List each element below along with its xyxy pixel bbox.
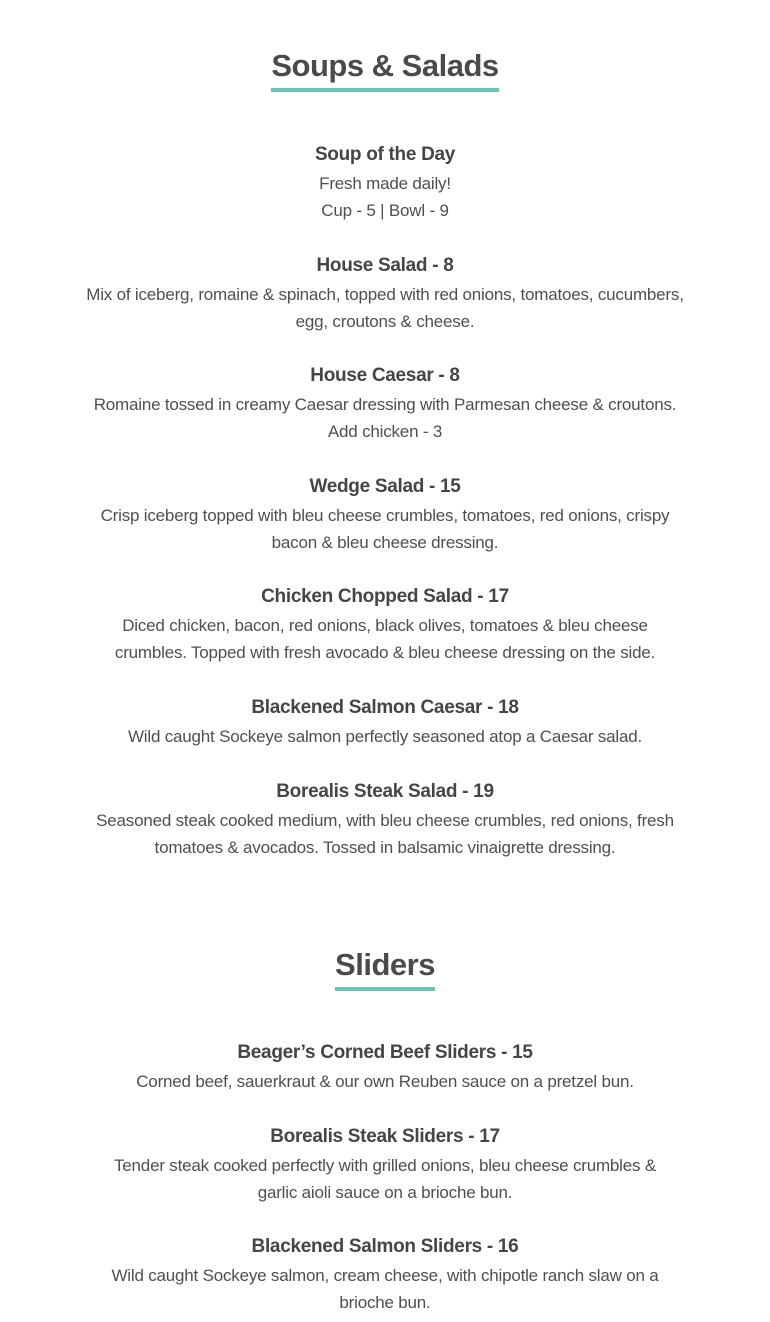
- item-description: Corned beef, sauerkraut & our own Reuben sauce on a pretzel bun.: [136, 1072, 634, 1091]
- sliders-section: [0, 947, 770, 991]
- menu-item-wedge-salad: [80, 475, 690, 556]
- menu-item-soup-of-the-day: [80, 143, 690, 224]
- item-name: House Caesar - 8: [310, 365, 460, 386]
- soups-salads-heading: Soups & Salads: [271, 48, 498, 92]
- item-description: Wild caught Sockeye salmon, cream cheese, with chipotle ranch slaw on a brioche bun.: [111, 1266, 659, 1312]
- menu-item-corned-beef-sliders: [80, 1041, 690, 1095]
- item-name: Wedge Salad - 15: [309, 476, 461, 497]
- item-description: Romaine tossed in creamy Caesar dressing with Parmesan cheese & croutons.: [93, 395, 677, 414]
- item-extra: Cup - 5 | Bowl - 9: [321, 201, 449, 220]
- item-description: Diced chicken, bacon, red onions, black olives, tomatoes & bleu cheese crumbles. Topped with fresh avocado & bleu cheese dressing on the side.: [114, 616, 656, 662]
- item-extra: Add chicken - 3: [327, 422, 443, 441]
- item-description: Tender steak cooked perfectly with grilled onions, bleu cheese crumbles & garlic aioli sauce on a brioche bun.: [114, 1156, 656, 1202]
- sliders-heading: Sliders: [335, 947, 435, 991]
- item-name: Beager’s Corned Beef Sliders - 15: [237, 1042, 533, 1063]
- item-name: Blackened Salmon Caesar - 18: [251, 697, 519, 718]
- item-name: Chicken Chopped Salad - 17: [261, 586, 509, 607]
- item-name: House Salad - 8: [316, 255, 454, 276]
- item-name: Blackened Salmon Sliders - 16: [251, 1236, 519, 1257]
- item-name: Borealis Steak Sliders - 17: [270, 1126, 500, 1147]
- item-description: Fresh made daily!: [319, 174, 451, 193]
- menu-item-borealis-steak-sliders: [95, 1125, 675, 1206]
- item-description: Wild caught Sockeye salmon perfectly seasoned atop a Caesar salad.: [127, 727, 643, 746]
- menu-item-chicken-chopped-salad: [95, 585, 675, 666]
- soups-salads-section: [0, 48, 770, 92]
- menu-item-blackened-salmon-caesar: [80, 696, 690, 750]
- item-description: Crisp iceberg topped with bleu cheese crumbles, tomatoes, red onions, crispy bacon & bleu cheese dressing.: [100, 506, 670, 552]
- menu-item-blackened-salmon-sliders: [95, 1235, 675, 1316]
- menu-item-borealis-steak-salad: [80, 780, 690, 861]
- item-description: Mix of iceberg, romaine & spinach, topped with red onions, tomatoes, cucumbers, egg, croutons & cheese.: [86, 285, 684, 331]
- item-name: Borealis Steak Salad - 19: [276, 781, 494, 802]
- item-name: Soup of the Day: [314, 144, 456, 165]
- menu-item-house-caesar: [70, 364, 700, 445]
- menu-item-house-salad: [80, 254, 690, 335]
- item-description: Seasoned steak cooked medium, with bleu cheese crumbles, red onions, fresh tomatoes & avocados. Tossed in balsamic vinaigrette dressing.: [96, 811, 674, 857]
